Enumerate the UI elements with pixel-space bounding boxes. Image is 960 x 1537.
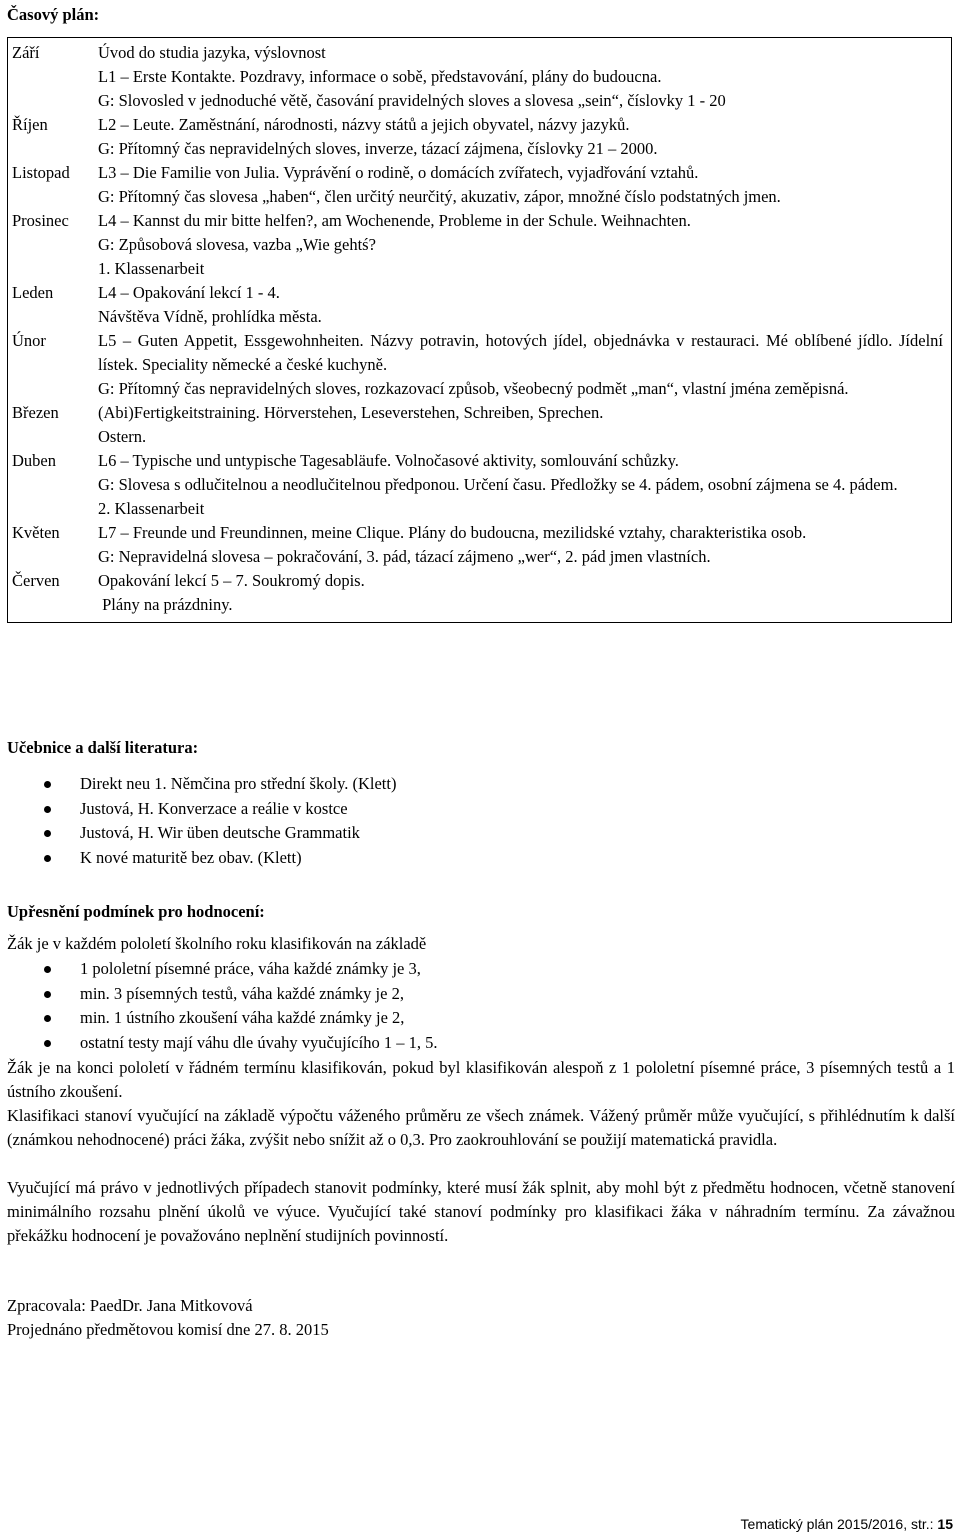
topic-cell	[98, 161, 952, 209]
topic-line: Plány na prázdniny.	[98, 595, 233, 614]
topic-line: L7 – Freunde und Freundinnen, meine Clique. Plány do budoucna, mezilidské vztahy, charakteristika osob.	[98, 523, 807, 542]
month-cell: Leden	[12, 283, 54, 302]
table-row	[8, 449, 952, 521]
topic-cell	[98, 209, 952, 281]
list-item: ostatní testy mají váhu dle úvahy vyučujícího 1 – 1, 5.	[7, 1031, 437, 1056]
topic-line: Úvod do studia jazyka, výslovnost	[98, 43, 326, 62]
topic-line: 1. Klassenarbeit	[98, 259, 205, 278]
month-cell: Duben	[12, 451, 56, 470]
literature-heading: Učebnice a další literatura:	[7, 738, 199, 757]
literature-list	[7, 772, 396, 870]
footer-label: Tematický plán 2015/2016, str.:	[740, 1516, 938, 1532]
topic-line: G: Přítomný čas nepravidelných sloves, inverze, tázací zájmena, číslovky 21 – 2000.	[98, 139, 658, 158]
topic-cell	[98, 401, 952, 449]
schedule-body	[8, 38, 952, 623]
topic-line: G: Přítomný čas nepravidelných sloves, rozkazovací způsob, všeobecný podmět „man“, vlastní jména zeměpisná.	[98, 379, 849, 398]
topic-line: G: Přítomný čas slovesa „haben“, člen určitý neurčitý, akuzativ, zápor, množné číslo podstatných jmen.	[98, 187, 781, 206]
month-cell: Únor	[12, 331, 46, 350]
evaluation-heading: Upřesnění podmínek pro hodnocení:	[7, 902, 265, 921]
prepared-by: Zpracovala: PaedDr. Jana Mitkovová	[7, 1296, 253, 1315]
evaluation-paragraph: Vyučující má právo v jednotlivých případech stanovit podmínky, které musí žák splnit, aby mohl být z předmětu hodnocen, včetně stanovení minimálního rozsahu plnění úkolů ve výuce. Vyučující také stanoví podmínky pro klasifikaci žáka v náhradním termínu. Za závažnou překážku hodnocení je považováno neplnění studijních povinností.	[7, 1178, 955, 1245]
topic-line: 2. Klassenarbeit	[98, 499, 205, 518]
table-row	[8, 329, 952, 401]
topic-line: L2 – Leute. Zaměstnání, národnosti, názvy států a jejich obyvatel, názvy jazyků.	[98, 115, 630, 134]
topic-line: G: Slovesa s odlučitelnou a neodlučitelnou předponou. Určení času. Předložky se 4. pádem, osobní zájmena se 4. pádem.	[98, 475, 898, 494]
list-item: Justová, H. Wir üben deutsche Grammatik	[7, 821, 396, 846]
table-row	[8, 521, 952, 569]
topic-line: Ostern.	[98, 427, 147, 446]
topic-cell	[98, 449, 952, 521]
page-footer	[741, 1512, 953, 1536]
evaluation-paragraph: Žák je na konci pololetí v řádném termínu klasifikován, pokud byl klasifikován alespoň z 1 pololetní písemné práce, 3 písemných testů a 1 ústního zkoušení.	[7, 1058, 955, 1101]
page-title: Časový plán:	[7, 5, 100, 24]
month-cell: Prosinec	[12, 211, 69, 230]
evaluation-list	[7, 957, 437, 1055]
topic-cell	[98, 521, 952, 569]
list-item: min. 3 písemných testů, váha každé známky je 2,	[7, 982, 437, 1007]
topic-line: (Abi)Fertigkeitstraining. Hörverstehen, Leseverstehen, Schreiben, Sprechen.	[98, 403, 604, 422]
month-cell: Červen	[12, 571, 60, 590]
list-item: Direkt neu 1. Němčina pro střední školy. (Klett)	[7, 772, 396, 797]
month-cell: Květen	[12, 523, 60, 542]
table-row	[8, 401, 952, 449]
table-row	[8, 161, 952, 209]
topic-cell	[98, 569, 952, 623]
topic-line: L6 – Typische und untypische Tagesabläufe. Volnočasové aktivity, somlouvání schůzky.	[98, 451, 679, 470]
page-number: 15	[937, 1516, 953, 1532]
approval-note: Projednáno předmětovou komisí dne 27. 8. 2015	[7, 1320, 329, 1339]
month-cell: Listopad	[12, 163, 70, 182]
topic-cell	[98, 281, 952, 329]
topic-line: G: Slovosled v jednoduché větě, časování pravidelných sloves a slovesa „sein“, číslovky 1 - 20	[98, 91, 726, 110]
month-cell: Říjen	[12, 115, 48, 134]
table-row	[8, 569, 952, 623]
evaluation-paragraph: Klasifikaci stanoví vyučující na základě výpočtu váženého průměru ze všech známek. Vážený průměr může vyučující, s přihlédnutím k další (známkou nehodnocené) práci žáka, zvýšit nebo snížit až o 0,3. Pro zaokrouhlování se použijí matematická pravidla.	[7, 1106, 955, 1149]
table-row	[8, 281, 952, 329]
list-item: min. 1 ústního zkoušení váha každé známky je 2,	[7, 1006, 437, 1031]
topic-cell	[98, 113, 952, 161]
topic-line: L1 – Erste Kontakte. Pozdravy, informace o sobě, představování, plány do budoucna.	[98, 67, 662, 86]
topic-line: G: Nepravidelná slovesa – pokračování, 3. pád, tázací zájmeno „wer“, 2. pád jmen vlastních.	[98, 547, 711, 566]
topic-line: G: Způsobová slovesa, vazba „Wie gehtś?	[98, 235, 376, 254]
month-cell: Září	[12, 43, 40, 62]
list-item: 1 pololetní písemné práce, váha každé známky je 3,	[7, 957, 437, 982]
list-item: Justová, H. Konverzace a reálie v kostce	[7, 797, 396, 822]
schedule-table	[7, 37, 952, 623]
topic-line: L4 – Opakování lekcí 1 - 4.	[98, 283, 280, 302]
month-cell: Březen	[12, 403, 59, 422]
signature-block	[7, 1294, 329, 1342]
list-item: K nové maturitě bez obav. (Klett)	[7, 846, 396, 871]
table-row	[8, 113, 952, 161]
topic-line: Návštěva Vídně, prohlídka města.	[98, 307, 322, 326]
topic-line: L4 – Kannst du mir bitte helfen?, am Wochenende, Probleme in der Schule. Weihnachten.	[98, 211, 691, 230]
table-row	[8, 38, 952, 114]
topic-line: L3 – Die Familie von Julia. Vyprávění o rodině, o domácích zvířatech, vyjadřování vztahů.	[98, 163, 699, 182]
topic-line: L5 – Guten Appetit, Essgewohnheiten. Názvy potravin, hotových jídel, objednávka v restauraci. Mé oblíbené jídlo. Jídelní lístek. Speciality německé a české kuchyně.	[98, 331, 943, 374]
topic-cell	[98, 329, 952, 401]
topic-cell	[98, 38, 952, 114]
topic-line: Opakování lekcí 5 – 7. Soukromý dopis.	[98, 571, 365, 590]
evaluation-intro: Žák je v každém pololetí školního roku klasifikován na základě	[7, 934, 427, 953]
table-row	[8, 209, 952, 281]
